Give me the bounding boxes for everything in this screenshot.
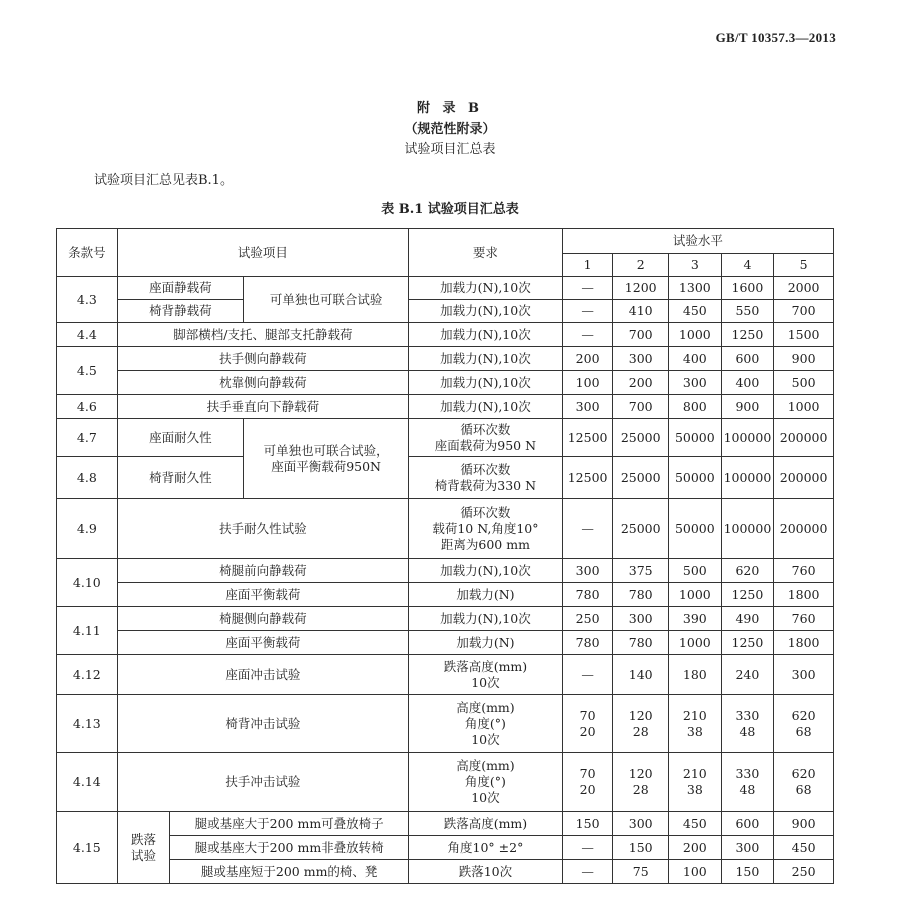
value-cell: 900: [774, 812, 834, 836]
table-row: [57, 499, 834, 559]
requirement-cell: 加载力(N),10次: [409, 559, 563, 583]
value-cell: 300: [774, 655, 834, 695]
header-level: 2: [613, 254, 669, 277]
height-value: 120: [628, 707, 653, 723]
table-row: [57, 395, 834, 419]
value-cell: 400: [721, 371, 774, 395]
value-cell: 300: [613, 607, 669, 631]
value-cell: 250: [562, 607, 613, 631]
value-cell: 450: [669, 300, 722, 323]
value-cell: 300: [562, 559, 613, 583]
height-value: 70: [579, 766, 596, 781]
value-cell: 100000: [721, 419, 774, 457]
value-cell: —: [562, 836, 613, 860]
value-cell: 700: [613, 395, 669, 419]
requirement-line: 载荷10 N,角度10°: [432, 520, 539, 536]
value-cell: [613, 753, 669, 812]
value-cell: 700: [774, 300, 834, 323]
angle-value: 28: [632, 723, 649, 739]
requirement-line: 角度(°): [464, 715, 506, 731]
value-cell: 780: [613, 583, 669, 607]
height-value: 330: [735, 766, 760, 781]
clause-cell: 4.14: [57, 753, 118, 812]
value-cell: 780: [562, 583, 613, 607]
value-cell: 600: [721, 812, 774, 836]
value-cell: 200000: [774, 419, 834, 457]
requirement-line: 跌落高度(mm): [443, 658, 528, 674]
table-row: [57, 323, 834, 347]
item-cell: 椅腿前向静载荷: [117, 559, 408, 583]
value-cell: —: [562, 323, 613, 347]
note-line: 座面平衡载荷950N: [271, 458, 381, 474]
height-value: 620: [791, 766, 816, 781]
value-cell: 12500: [562, 457, 613, 499]
value-cell: 1800: [774, 631, 834, 655]
requirement-cell: 加载力(N): [409, 631, 563, 655]
value-cell: 375: [613, 559, 669, 583]
value-cell: 410: [613, 300, 669, 323]
item-cell: 枕靠侧向静载荷: [117, 371, 408, 395]
requirement-cell: 跌落高度(mm): [409, 812, 563, 836]
requirement-cell: [409, 753, 563, 812]
header-requirement: 要求: [409, 229, 563, 277]
item-cell: 座面平衡载荷: [117, 583, 408, 607]
value-cell: 100000: [721, 499, 774, 559]
value-cell: 800: [669, 395, 722, 419]
item-cell: 扶手冲击试验: [117, 753, 408, 812]
value-cell: 50000: [669, 499, 722, 559]
table-row: [57, 655, 834, 695]
note-line: 可单独也可联合试验，: [263, 442, 389, 458]
value-cell: 1000: [774, 395, 834, 419]
value-cell: 1200: [613, 277, 669, 300]
header-item: 试验项目: [117, 229, 408, 277]
value-cell: 200: [613, 371, 669, 395]
table-row: [57, 300, 834, 323]
standard-number: GB/T 10357.3—2013: [715, 30, 836, 45]
value-cell: [562, 695, 613, 753]
table-caption: 表 B.1 试验项目汇总表: [381, 202, 519, 217]
value-cell: 25000: [613, 419, 669, 457]
requirement-line: 高度(mm): [456, 699, 515, 715]
value-cell: 300: [613, 812, 669, 836]
value-cell: 200: [562, 347, 613, 371]
item-cell: 座面静载荷: [117, 277, 243, 300]
item-cell: 扶手侧向静载荷: [117, 347, 408, 371]
angle-value: 68: [795, 782, 812, 797]
requirement-cell: [409, 695, 563, 753]
table-row: [57, 836, 834, 860]
table-row: [57, 457, 834, 499]
requirement-line: 循环次数: [460, 421, 511, 437]
header-level: 5: [774, 254, 834, 277]
value-cell: 1250: [721, 631, 774, 655]
table-row: [57, 631, 834, 655]
group-line: 试验: [130, 847, 156, 863]
intro-text: 试验项目汇总见表B.1。: [94, 173, 233, 188]
value-cell: 100: [669, 860, 722, 884]
value-cell: [562, 753, 613, 812]
value-cell: 25000: [613, 499, 669, 559]
angle-value: 38: [686, 723, 703, 739]
item-cell: 腿或基座大于200 mm非叠放转椅: [170, 836, 409, 860]
value-cell: 150: [613, 836, 669, 860]
value-cell: 1250: [721, 323, 774, 347]
value-cell: 140: [613, 655, 669, 695]
height-value: 70: [579, 707, 596, 723]
height-value: 210: [682, 707, 707, 723]
angle-value: 68: [795, 723, 812, 739]
item-cell: 扶手垂直向下静载荷: [117, 395, 408, 419]
header-clause: 条款号: [57, 229, 118, 277]
requirement-cell: [409, 499, 563, 559]
appendix-title: 附 录 B: [416, 101, 484, 116]
item-cell: 座面平衡载荷: [117, 631, 408, 655]
value-cell: 780: [613, 631, 669, 655]
value-cell: —: [562, 655, 613, 695]
clause-cell: 4.5: [57, 347, 118, 395]
item-cell: 椅背静载荷: [117, 300, 243, 323]
value-cell: 1000: [669, 583, 722, 607]
table-row: [57, 371, 834, 395]
header-row: [57, 229, 834, 254]
value-cell: 300: [562, 395, 613, 419]
requirement-line: 高度(mm): [456, 758, 515, 773]
clause-cell: 4.15: [57, 812, 118, 884]
table-row: [57, 753, 834, 812]
value-cell: —: [562, 300, 613, 323]
clause-cell: 4.4: [57, 323, 118, 347]
value-cell: 2000: [774, 277, 834, 300]
value-cell: 500: [669, 559, 722, 583]
table-row: [57, 607, 834, 631]
item-cell: 椅背耐久性: [117, 457, 243, 499]
requirement-cell: [409, 419, 563, 457]
value-cell: 50000: [669, 457, 722, 499]
header-level: 3: [669, 254, 722, 277]
value-cell: [669, 695, 722, 753]
value-cell: 200000: [774, 457, 834, 499]
clause-cell: 4.12: [57, 655, 118, 695]
value-cell: 400: [669, 347, 722, 371]
height-value: 120: [628, 766, 653, 781]
value-cell: —: [562, 277, 613, 300]
appendix-subtitle: （规范性附录）: [404, 122, 496, 137]
requirement-line: 座面载荷为950 N: [434, 437, 537, 453]
value-cell: 200000: [774, 499, 834, 559]
value-cell: 780: [562, 631, 613, 655]
item-cell: 椅腿侧向静载荷: [117, 607, 408, 631]
height-value: 620: [791, 707, 816, 723]
drop-test-group-cell: [117, 812, 170, 884]
requirement-line: 循环次数: [460, 504, 511, 520]
requirement-cell: 加载力(N),10次: [409, 607, 563, 631]
value-cell: 300: [613, 347, 669, 371]
value-cell: 12500: [562, 419, 613, 457]
clause-cell: 4.3: [57, 277, 118, 323]
clause-cell: 4.9: [57, 499, 118, 559]
value-cell: 760: [774, 607, 834, 631]
clause-cell: 4.10: [57, 559, 118, 607]
value-cell: 1000: [669, 631, 722, 655]
value-cell: 100: [562, 371, 613, 395]
value-cell: 50000: [669, 419, 722, 457]
requirement-cell: [409, 457, 563, 499]
item-cell: 座面冲击试验: [117, 655, 408, 695]
value-cell: [774, 695, 834, 753]
header-level: 1: [562, 254, 613, 277]
requirement-cell: 角度10° ±2°: [409, 836, 563, 860]
value-cell: 75: [613, 860, 669, 884]
test-items-table: [56, 228, 834, 884]
clause-cell: 4.8: [57, 457, 118, 499]
requirement-cell: 跌落10次: [409, 860, 563, 884]
value-cell: 180: [669, 655, 722, 695]
value-cell: —: [562, 860, 613, 884]
item-note-cell: [244, 419, 409, 499]
header-level: 4: [721, 254, 774, 277]
requirement-line: 10次: [471, 674, 500, 690]
value-cell: 700: [613, 323, 669, 347]
requirement-cell: 加载力(N),10次: [409, 323, 563, 347]
value-cell: 450: [774, 836, 834, 860]
header-test-level: 试验水平: [562, 229, 833, 254]
item-cell: 扶手耐久性试验: [117, 499, 408, 559]
value-cell: 100000: [721, 457, 774, 499]
value-cell: 450: [669, 812, 722, 836]
angle-value: 48: [739, 723, 756, 739]
table-row: [57, 860, 834, 884]
value-cell: 390: [669, 607, 722, 631]
item-cell: 腿或基座大于200 mm可叠放椅子: [170, 812, 409, 836]
value-cell: 250: [774, 860, 834, 884]
value-cell: 150: [721, 860, 774, 884]
value-cell: 490: [721, 607, 774, 631]
value-cell: 1000: [669, 323, 722, 347]
value-cell: 150: [562, 812, 613, 836]
clause-cell: 4.13: [57, 695, 118, 753]
requirement-cell: [409, 655, 563, 695]
item-cell: 腿或基座短于200 mm的椅、凳: [170, 860, 409, 884]
requirement-cell: 加载力(N),10次: [409, 300, 563, 323]
clause-cell: 4.7: [57, 419, 118, 457]
table-row: [57, 277, 834, 300]
requirement-cell: 加载力(N): [409, 583, 563, 607]
requirement-line: 距离为600 mm: [440, 536, 530, 552]
value-cell: 760: [774, 559, 834, 583]
value-cell: [721, 753, 774, 812]
value-cell: 1600: [721, 277, 774, 300]
clause-cell: 4.11: [57, 607, 118, 655]
value-cell: 1500: [774, 323, 834, 347]
angle-value: 48: [739, 782, 756, 797]
value-cell: [721, 695, 774, 753]
table-row: [57, 695, 834, 753]
value-cell: 200: [669, 836, 722, 860]
value-cell: 25000: [613, 457, 669, 499]
value-cell: 620: [721, 559, 774, 583]
item-cell: 座面耐久性: [117, 419, 243, 457]
angle-value: 20: [579, 782, 596, 797]
value-cell: 900: [774, 347, 834, 371]
value-cell: 500: [774, 371, 834, 395]
value-cell: 1300: [669, 277, 722, 300]
value-cell: [613, 695, 669, 753]
table-row: [57, 583, 834, 607]
angle-value: 28: [632, 782, 649, 797]
value-cell: [774, 753, 834, 812]
value-cell: 600: [721, 347, 774, 371]
angle-value: 20: [579, 723, 596, 739]
value-cell: 1800: [774, 583, 834, 607]
value-cell: 900: [721, 395, 774, 419]
value-cell: —: [562, 499, 613, 559]
item-note-cell: 可单独也可联合试验: [244, 277, 409, 323]
group-line: 跌落: [130, 831, 156, 847]
requirement-line: 10次: [471, 731, 500, 747]
clause-cell: 4.6: [57, 395, 118, 419]
appendix-name: 试验项目汇总表: [404, 142, 496, 157]
requirement-cell: 加载力(N),10次: [409, 395, 563, 419]
angle-value: 38: [686, 782, 703, 797]
table-row: [57, 559, 834, 583]
requirement-line: 10次: [471, 790, 500, 805]
requirement-line: 角度(°): [464, 774, 506, 789]
requirement-line: 椅背载荷为330 N: [434, 477, 537, 493]
table-row: [57, 347, 834, 371]
requirement-line: 循环次数: [460, 461, 511, 477]
value-cell: 550: [721, 300, 774, 323]
requirement-cell: 加载力(N),10次: [409, 371, 563, 395]
value-cell: 300: [721, 836, 774, 860]
table-row: [57, 812, 834, 836]
height-value: 210: [682, 766, 707, 781]
table-row: [57, 419, 834, 457]
height-value: 330: [735, 707, 760, 723]
value-cell: 240: [721, 655, 774, 695]
value-cell: 1250: [721, 583, 774, 607]
item-cell: 脚部横档/支托、腿部支托静载荷: [117, 323, 408, 347]
requirement-cell: 加载力(N),10次: [409, 277, 563, 300]
value-cell: 300: [669, 371, 722, 395]
requirement-cell: 加载力(N),10次: [409, 347, 563, 371]
item-cell: 椅背冲击试验: [117, 695, 408, 753]
value-cell: [669, 753, 722, 812]
